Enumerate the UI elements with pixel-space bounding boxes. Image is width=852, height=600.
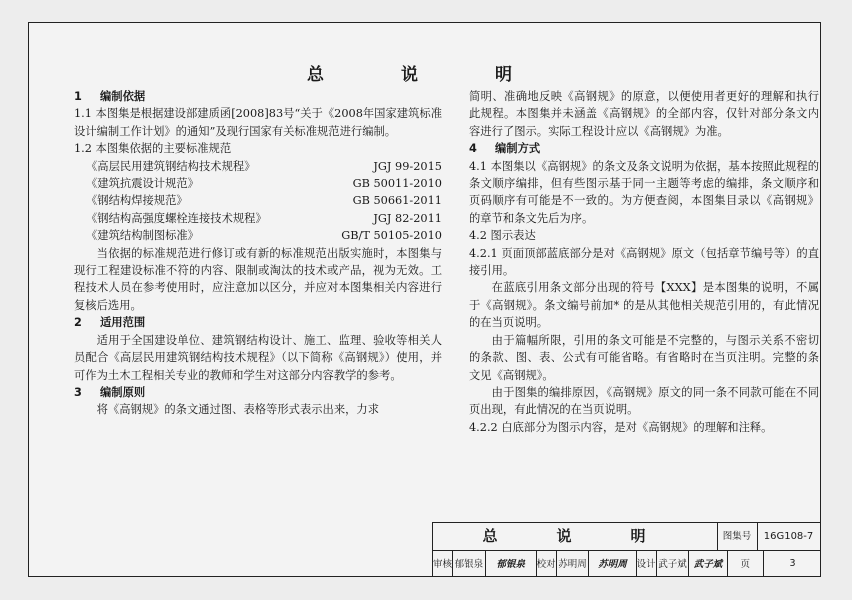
design-label: 设计 [637, 550, 657, 576]
left-column [74, 88, 442, 419]
section-title: 编制原则 [100, 385, 146, 399]
standard-item [74, 158, 442, 175]
standard-item [74, 192, 442, 209]
standard-item [74, 227, 442, 244]
standard-code: GB 50661-2011 [352, 194, 442, 208]
page-number: 3 [789, 557, 796, 569]
section-heading-1 [74, 88, 442, 105]
page-label: 页 [728, 550, 764, 576]
section-heading-2 [74, 314, 442, 331]
standard-name: 《钢结构高强度螺栓连接技术规程》 [86, 211, 267, 225]
checker-name: 苏明周 [557, 550, 590, 576]
paragraph-4-1: 4.1 本图集以《高钢规》的条文及条文说明为依据，基本按照此规程的条文顺序编排，但有些图示基于同一主题等考虑的编排，条文顺序和页码顺序有可能是不一致的。为方便查阅，本图集目录以《高钢规》的章节和条文先后为序。 [469, 159, 819, 225]
paragraph-4-2-1: 4.2.1 页面顶部蓝底部分是对《高钢规》原文（包括章节编号等）的直接引用。 [469, 246, 819, 278]
standard-code: JGJ 82-2011 [373, 211, 442, 225]
reviewer-signature: 郁银泉 [486, 550, 537, 576]
standard-name: 《建筑结构制图标准》 [86, 229, 199, 243]
atlas-number: 16G108-7 [763, 531, 814, 542]
drawing-frame [28, 22, 821, 577]
section-number: 1 [74, 90, 82, 103]
designer-name: 武子斌 [657, 550, 690, 576]
designer-signature: 武子斌 [689, 550, 727, 576]
review-label: 审核 [433, 550, 453, 576]
title-block-bottom-row [433, 550, 821, 576]
section-number: 3 [74, 385, 82, 399]
right-column [469, 88, 819, 436]
title-block-title: 总 说 明 [433, 523, 718, 550]
section-heading-3 [74, 384, 442, 401]
paragraph-4-2-1-b: 由于篇幅所限，引用的条文可能是不完整的，与图示关系不密切的条款、图、表、公式有可能省略。有省略时在当页注明。完整的条文见《高钢规》。 [469, 333, 819, 382]
reviewer-name: 郁银泉 [453, 550, 486, 576]
title-block-top-row [433, 523, 821, 551]
paragraph-2-1: 适用于全国建设单位、建筑钢结构设计、施工、监理、验收等相关人员配合《高层民用建筑钢结构技术规程》（以下简称《高钢规》）使用，并可作为土木工程相关专业的教师和学生对这部分内容教学的参考。 [74, 333, 442, 382]
paragraph-4-2-2: 4.2.2 白底部分为图示内容，是对《高钢规》的理解和注释。 [469, 420, 773, 434]
standard-name: 《建筑抗震设计规范》 [86, 177, 199, 191]
check-label: 校对 [537, 550, 557, 576]
atlas-number-label: 图集号 [717, 523, 758, 550]
paragraph-3-2: 简明、准确地反映《高钢规》的原意，以便使用者更好的理解和执行此规程。本图集并未涵盖《高钢规》的全部内容，仅针对部分条文内容进行了图示。实际工程设计应以《高钢规》为准。 [469, 90, 819, 138]
standard-name: 《高层民用建筑钢结构技术规程》 [86, 159, 256, 173]
section-title: 适用范围 [100, 316, 146, 330]
page-title: 总 说 明 [307, 65, 542, 85]
paragraph-1-2: 1.2 本图集依据的主要标准规范 [74, 142, 232, 156]
standard-code: JGJ 99-2015 [373, 159, 442, 173]
paragraph-1-1: 1.1 本图集是根据建设部建质函[2008]83号“关于《2008年国家建筑标准设计编制工作计划》的通知”及现行国家有关标准规范进行编制。 [74, 107, 442, 138]
paragraph-4-2-1-c: 由于图集的编排原因，《高钢规》原文的同一条不同款可能在不同页出现，有此情况的在当页说明。 [469, 385, 819, 417]
standard-item [74, 175, 442, 192]
standard-item [74, 210, 442, 227]
standard-code: GB/T 50105-2010 [341, 229, 442, 243]
section-number: 2 [74, 316, 82, 330]
paragraph-4-2: 4.2 图示表达 [469, 229, 536, 243]
standards-list [74, 158, 442, 245]
paragraph-4-2-1-a: 在蓝底引用条文部分出现的符号【XXX】是本图集的说明，不属于《高钢规》。条文编号前加* 的是从其他相关规范引用的，有此情况的在当页说明。 [469, 281, 819, 330]
standard-name: 《钢结构焊接规范》 [86, 194, 188, 208]
section-title: 编制依据 [100, 90, 146, 103]
paragraph-3-1: 将《高钢规》的条文通过图、表格等形式表示出来，力求 [96, 403, 380, 417]
title-block [432, 522, 821, 577]
paragraph-1-3: 当依据的标准规范进行修订或有新的标准规范出版实施时，本图集与现行工程建设标准不符的内容、限制或淘汰的技术或产品，视为无效。工程技术人员在参考使用时，应注意加以区分，并应对本图集相关内容进行复核后选用。 [74, 246, 442, 312]
checker-signature: 苏明周 [589, 550, 636, 576]
section-number: 4 [469, 142, 477, 156]
section-heading-4 [469, 140, 819, 157]
standard-code: GB 50011-2010 [352, 177, 442, 191]
section-title: 编制方式 [495, 142, 541, 156]
